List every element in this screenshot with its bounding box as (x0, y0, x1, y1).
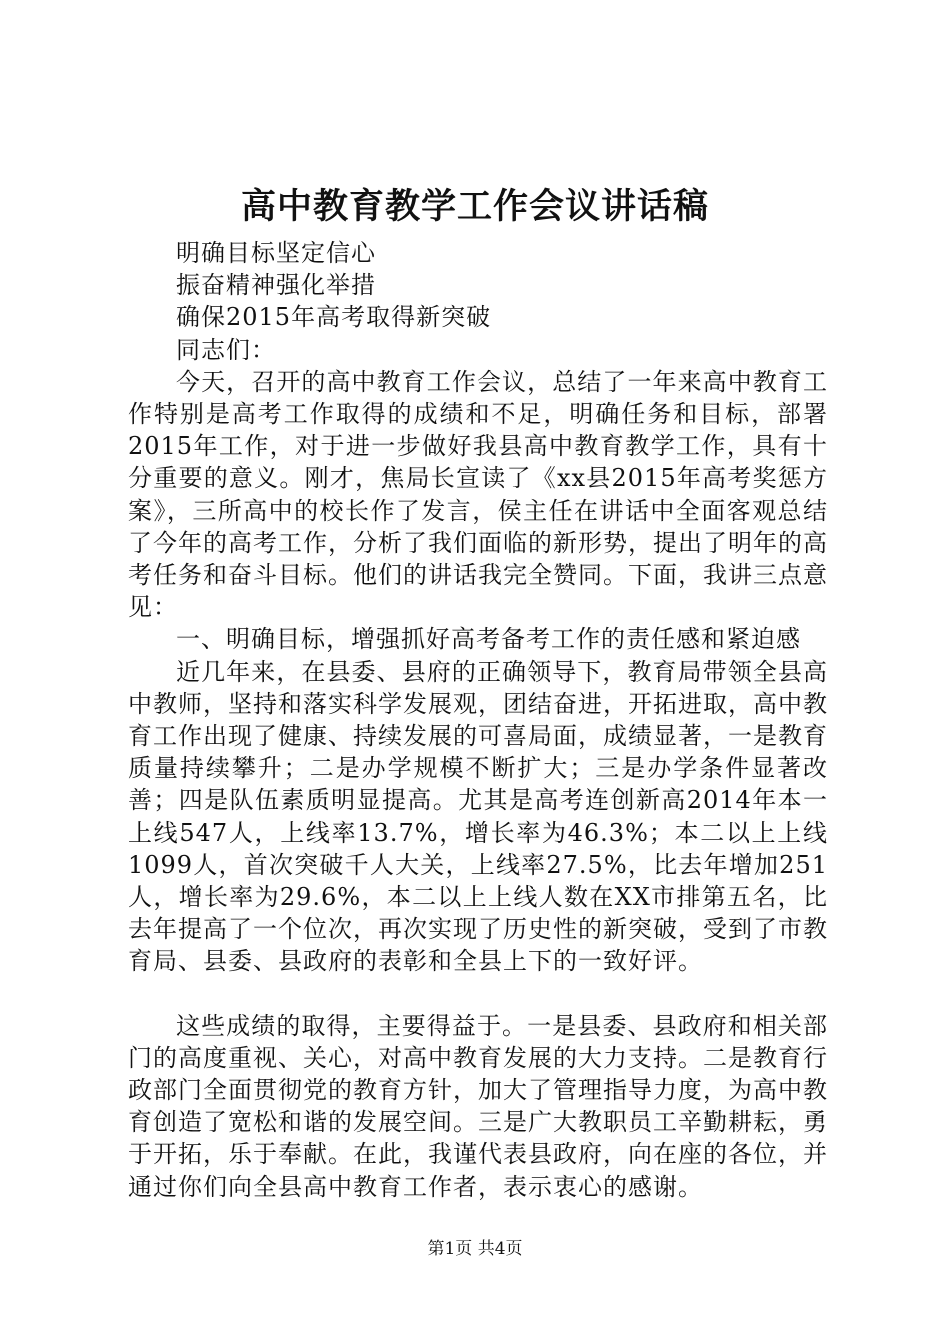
body-paragraph: 今天，召开的高中教育工作会议，总结了一年来高中教育工作特别是高考工作取得的成绩和不足，明确任务和目标，部署2015年工作，对于进一步做好我县高中教育教学工作，具有十分重要的意义。刚才，焦局长宣读了《xx县2015年高考奖惩方案》，三所高中的校长作了发言，侯主任在讲话中全面客观总结了今年的高考工作，分析了我们面临的新形势，提出了明年的高考任务和奋斗目标。他们的讲话我完全赞同。下面，我讲三点意见： (128, 367, 828, 622)
salutation: 同志们： (176, 335, 276, 364)
section-heading: 一、明确目标，增强抓好高考备考工作的责任感和紧迫感 (176, 625, 801, 654)
body-paragraph: 这些成绩的取得，主要得益于。一是县委、县政府和相关部门的高度重视、关心，对高中教育发展的大力支持。二是教育行政部门全面贯彻党的教育方针，加大了管理指导力度，为高中教育创造了宽松和谐的发展空间。三是广大教职员工辛勤耕耘，勇于开拓，乐于奉献。在此，我谨代表县政府，向在座的各位，并通过你们向全县高中教育工作者，表示衷心的感谢。 (128, 1011, 828, 1201)
page-indicator: 第1页 共4页 (427, 1239, 523, 1259)
subtitle-line: 明确目标坚定信心 (176, 239, 376, 267)
subtitle-line: 振奋精神强化举措 (176, 271, 376, 300)
document-body (128, 237, 828, 1203)
subtitle-line: 确保2015年高考取得新突破 (176, 303, 492, 332)
body-paragraph: 近几年来，在县委、县府的正确领导下，教育局带领全县高中教师，坚持和落实科学发展观，团结奋进，开拓进取，高中教育工作出现了健康、持续发展的可喜局面，成绩显著，一是教育质量持续攀升；二是办学规模不断扩大；三是办学条件显著改善；四是队伍素质明显提高。尤其是高考连创新高2014年本一上线547人，上线率13.7%，增长率为46.3%；本二以上上线1099人，首次突破千人大关，上线率27.5%，比去年增加251人，增长率为29.6%，本二以上上线人数在XX市排第五名，比去年提高了一个位次，再次实现了历史性的新突破，受到了市教育局、县委、县政府的表彰和全县上下的一致好评。 (128, 657, 828, 976)
document-title: 高中教育教学工作会议讲话稿 (240, 187, 709, 227)
